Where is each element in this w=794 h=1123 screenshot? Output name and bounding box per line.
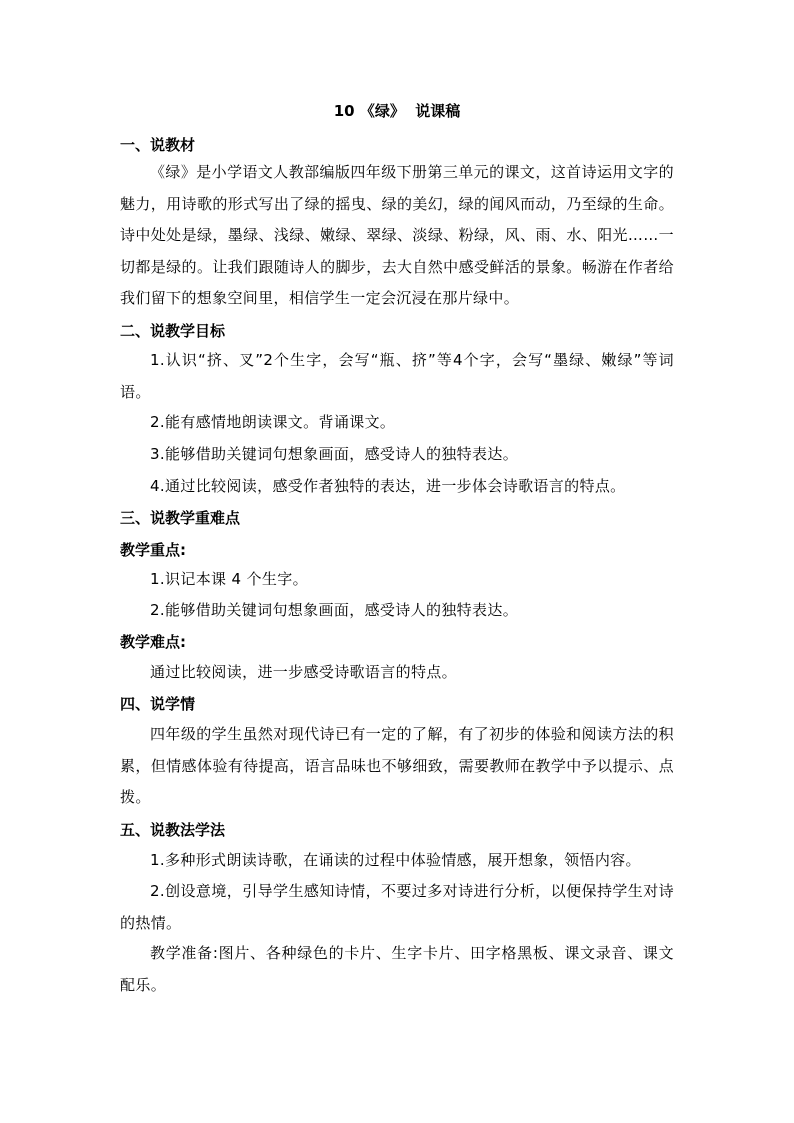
teaching-material-paragraph: 《绿》是小学语文人教部编版四年级下册第三单元的课文，这首诗运用文字的魅力，用诗歌的形式写出了绿的摇曳、绿的美幻，绿的闻风而动，乃至绿的生命。诗中处处是绿，墨绿、浅绿、嫩绿、翠绿、淡绿、粉绿，风、雨、水、阳光……一切都是绿的。让我们跟随诗人的脚步，去大自然中感受鲜活的景象。畅游在作者给我们留下的想象空间里，相信学生一定会沉浸在那片绿中。 — [120, 163, 674, 307]
key-point-item-2: 2.能够借助关键词句想象画面，感受诗人的独特表达。 — [150, 601, 519, 619]
section-heading-teaching-material: 一、说教材 — [120, 136, 196, 154]
goal-item-2: 2.能有感情地朗读课文。背诵课文。 — [150, 413, 396, 431]
method-item-2: 2.创设意境，引导学生感知诗情，不要过多对诗进行分析，以便保持学生对诗的热情。 — [120, 882, 674, 932]
teaching-preparation: 教学准备:图片、各种绿色的卡片、生字卡片、田字格黑板、课文录音、课文配乐。 — [120, 944, 674, 994]
difficult-points-label: 教学难点: — [120, 633, 186, 651]
student-situation-paragraph: 四年级的学生虽然对现代诗已有一定的了解，有了初步的体验和阅读方法的积累，但情感体验有待提高，语言品味也不够细致，需要教师在教学中予以提示、点拨。 — [120, 725, 674, 806]
key-point-item-1: 1.识记本课 4 个生字。 — [150, 570, 308, 588]
section-heading-key-difficult-points: 三、说教学重难点 — [120, 509, 241, 527]
section-heading-teaching-goals: 二、说教学目标 — [120, 322, 226, 340]
document-title: 10 《绿》 说课稿 — [333, 102, 461, 120]
goal-item-1: 1.认识“挤、叉”2个生字，会写“瓶、挤”等4个字，会写“墨绿、嫩绿”等词语。 — [120, 351, 674, 401]
key-points-label: 教学重点: — [120, 541, 186, 559]
section-heading-student-situation: 四、说学情 — [120, 695, 196, 713]
section-heading-methods: 五、说教法学法 — [120, 821, 226, 839]
method-item-1: 1.多种形式朗读诗歌，在诵读的过程中体验情感，展开想象，领悟内容。 — [150, 851, 641, 869]
difficult-point-text: 通过比较阅读，进一步感受诗歌语言的特点。 — [150, 663, 458, 681]
goal-item-3: 3.能够借助关键词句想象画面，感受诗人的独特表达。 — [150, 445, 519, 463]
goal-item-4: 4.通过比较阅读，感受作者独特的表达，进一步体会诗歌语言的特点。 — [150, 477, 626, 495]
